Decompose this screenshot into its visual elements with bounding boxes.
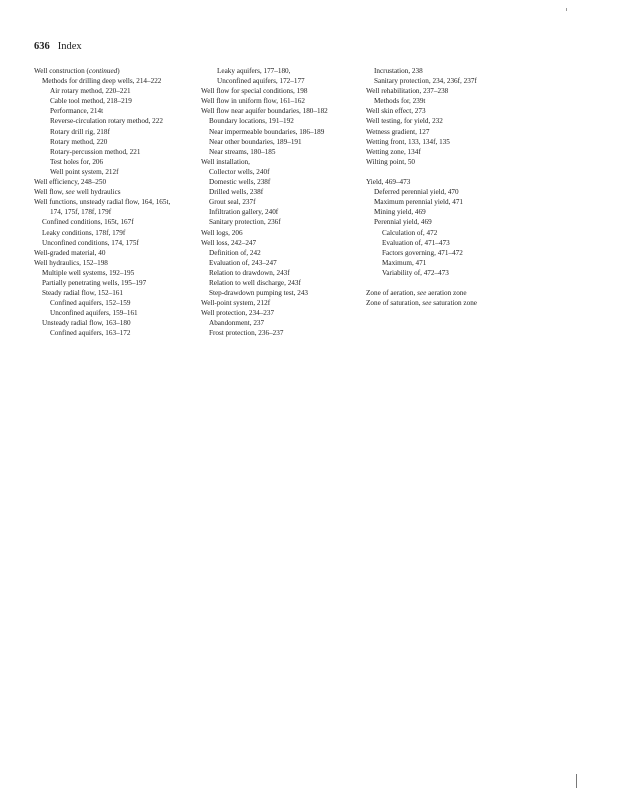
index-column-3	[366, 66, 536, 308]
index-entry: Unsteady radial flow, 163–180	[42, 319, 131, 328]
index-entry: Perennial yield, 469	[374, 218, 432, 227]
index-entry: Calculation of, 472	[382, 228, 438, 237]
index-entry: Drilled wells, 238f	[209, 188, 264, 197]
scan-mark-top	[566, 8, 567, 11]
page-header	[34, 41, 82, 52]
entry-spacer	[366, 278, 536, 288]
index-entry: Leaky conditions, 178f, 179f	[42, 228, 126, 237]
index-entry: Unconfined aquifers, 159–161	[50, 309, 138, 318]
index-entry: Deferred perennial yield, 470	[374, 188, 459, 197]
index-entry: Well rehabilitation, 237–238	[366, 87, 449, 96]
index-entry: Domestic wells, 238f	[209, 178, 271, 187]
index-entry: Zone of saturation, see saturation zone	[366, 299, 477, 308]
index-entry: Well functions, unsteady radial flow, 164, 165t,	[34, 198, 171, 207]
index-entry: Well-graded material, 40	[34, 248, 106, 257]
index-entry: Performance, 214t	[50, 107, 104, 116]
index-entry: Well flow for special conditions, 198	[201, 87, 308, 96]
index-entry: Boundary locations, 191–192	[209, 117, 294, 126]
index-entry: Evaluation of, 471–473	[382, 238, 450, 247]
index-entry: Maximum perennial yield, 471	[374, 198, 464, 207]
index-entry: Well protection, 234–237	[201, 309, 275, 318]
index-entry: Methods for drilling deep wells, 214–222	[42, 77, 162, 86]
index-entry: Abandonment, 237	[209, 319, 265, 328]
index-entry: 174, 175f, 178f, 179f	[50, 208, 112, 217]
index-entry: Multiple well systems, 192–195	[42, 268, 135, 277]
index-entry: Cable tool method, 218–219	[50, 97, 132, 106]
index-entry: Near impermeable boundaries, 186–189	[209, 127, 325, 136]
index-entry: Zone of aeration, see aeration zone	[366, 289, 467, 298]
index-entry: Collector wells, 240f	[209, 167, 270, 176]
index-entry: Yield, 469–473	[366, 178, 411, 187]
index-entry: Wetting front, 133, 134f, 135	[366, 137, 450, 146]
index-entry: Maximum, 471	[382, 258, 427, 267]
index-entry: Well flow near aquifer boundaries, 180–182	[201, 107, 328, 116]
index-entry: Grout seal, 237f	[209, 198, 256, 207]
index-entry: Factors governing, 471–472	[382, 248, 463, 257]
index-entry: Well flow, see well hydraulics	[34, 188, 121, 197]
index-entry: Step-drawdown pumping test, 243	[209, 289, 309, 298]
index-entry: Partially penetrating wells, 195–197	[42, 278, 147, 287]
index-entry: Sanitary protection, 236f	[209, 218, 281, 227]
index-entry: Confined aquifers, 152–159	[50, 299, 131, 308]
index-entry: Wetting zone, 134f	[366, 147, 421, 156]
index-entry: Well installation,	[201, 157, 250, 166]
index-entry: Rotary drill rig, 218f	[50, 127, 110, 136]
index-entry: Leaky aquifers, 177–180,	[217, 67, 291, 75]
index-column-1	[34, 66, 204, 339]
index-entry: Unconfined conditions, 174, 175f	[42, 238, 139, 247]
index-entry: Definition of, 242	[209, 248, 261, 257]
index-entry: Unconfined aquifers, 172–177	[217, 77, 305, 86]
index-entry: Confined conditions, 165t, 167f	[42, 218, 134, 227]
index-entry: Well loss, 242–247	[201, 238, 257, 247]
index-entry: Well hydraulics, 152–198	[34, 258, 108, 267]
section-title: Index	[57, 41, 82, 52]
index-entry: Frost protection, 236–237	[209, 329, 284, 338]
index-entry: Test holes for, 206	[50, 157, 104, 166]
index-entry: Relation to well discharge, 243f	[209, 278, 301, 287]
index-entry: Confined aquifers, 163–172	[50, 329, 131, 338]
index-entry: Variability of, 472–473	[382, 268, 449, 277]
index-entry: Near other boundaries, 189–191	[209, 137, 302, 146]
page-number: 636	[34, 41, 50, 52]
index-entry: Well-point system, 212f	[201, 299, 271, 308]
index-entry: Near streams, 180–185	[209, 147, 276, 156]
index-entry: Well efficiency, 248–250	[34, 178, 107, 187]
index-entry: Well point system, 212f	[50, 167, 119, 176]
index-column-2	[201, 66, 371, 339]
index-entry: Relation to drawdown, 243f	[209, 268, 290, 277]
index-entry: Mining yield, 469	[374, 208, 426, 217]
index-entry: Infiltration gallery, 240f	[209, 208, 279, 217]
index-entry: Well construction (continued)	[34, 67, 120, 75]
index-entry: Methods for, 239t	[374, 97, 426, 106]
index-entry: Well testing, for yield, 232	[366, 117, 443, 126]
index-entry: Well flow in uniform flow, 161–162	[201, 97, 305, 106]
index-entry: Reverse-circulation rotary method, 222	[50, 117, 163, 126]
index-entry: Wilting point, 50	[366, 157, 416, 166]
scan-mark-bottom	[576, 774, 577, 788]
index-entry: Evaluation of, 243–247	[209, 258, 277, 267]
index-entry: Sanitary protection, 234, 236f, 237f	[374, 77, 477, 86]
index-entry: Well skin effect, 273	[366, 107, 426, 116]
index-entry: Steady radial flow, 152–161	[42, 289, 123, 298]
entry-spacer	[366, 167, 536, 177]
index-entry: Incrustation, 238	[374, 67, 423, 75]
index-entry: Air rotary method, 220–221	[50, 87, 131, 96]
index-entry: Well logs, 206	[201, 228, 243, 237]
index-entry: Rotary method, 220	[50, 137, 108, 146]
index-entry: Wetness gradient, 127	[366, 127, 430, 136]
index-entry: Rotary-percussion method, 221	[50, 147, 141, 156]
